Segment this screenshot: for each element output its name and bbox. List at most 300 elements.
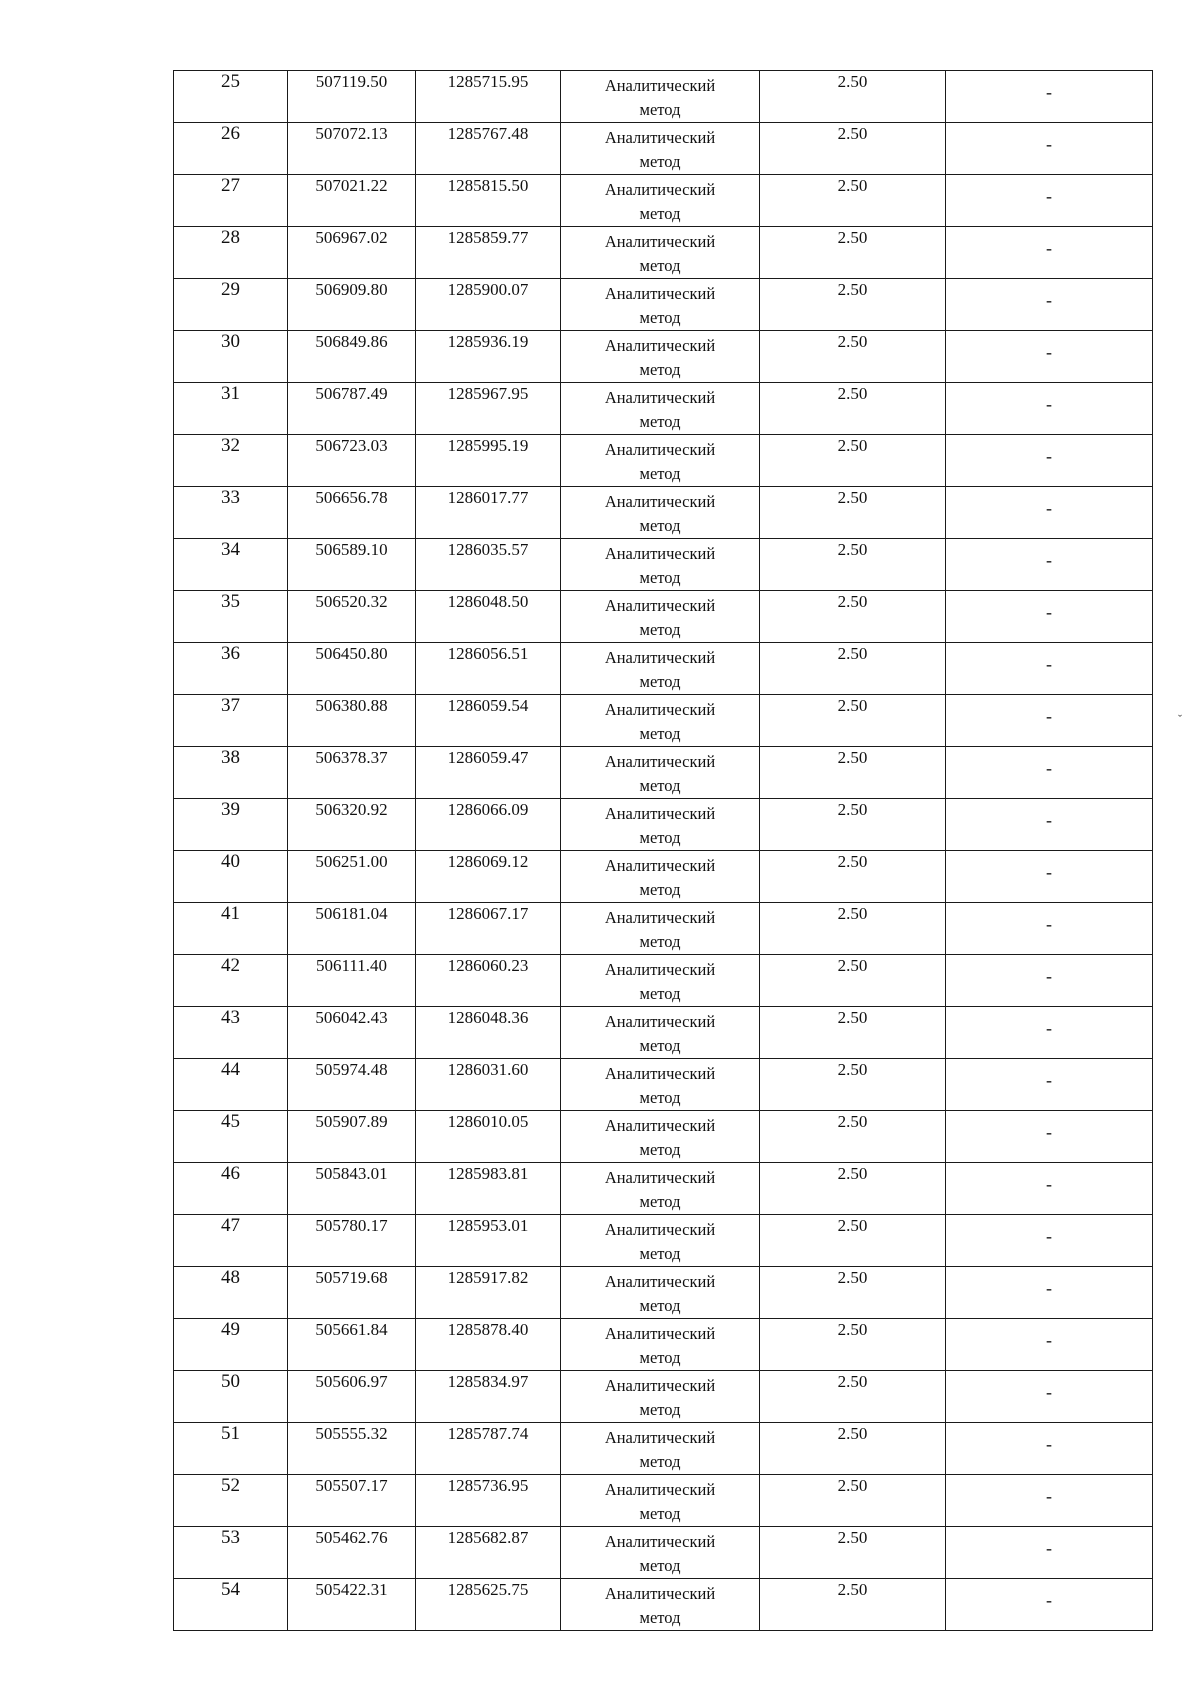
coordinate-y: 1285767.48: [447, 124, 529, 143]
coordinate-x-cell: [288, 227, 416, 279]
method-line-2: метод: [639, 932, 681, 951]
accuracy-value: 2.50: [837, 1268, 868, 1287]
method-line-2: метод: [639, 464, 681, 483]
coordinate-y-cell: [416, 331, 561, 383]
coordinate-x-cell: [288, 591, 416, 643]
accuracy-value-cell: [760, 1423, 946, 1475]
table-row: [174, 1215, 1153, 1267]
method-cell: [561, 1371, 760, 1423]
coordinate-x-cell: [288, 1319, 416, 1371]
accuracy-value-cell: [760, 1215, 946, 1267]
table-row: [174, 799, 1153, 851]
note-dash: -: [1046, 550, 1052, 570]
note-dash-cell: [946, 1579, 1153, 1631]
note-dash: -: [1046, 82, 1052, 102]
method-line-1: Аналитический: [604, 908, 716, 927]
accuracy-value: 2.50: [837, 904, 868, 923]
method-line-1: Аналитический: [604, 1220, 716, 1239]
method-line-1: Аналитический: [604, 492, 716, 511]
method-line-1: Аналитический: [604, 1012, 716, 1031]
point-number-cell: [174, 955, 288, 1007]
coordinate-x: 505606.97: [315, 1372, 388, 1391]
coordinate-x-cell: [288, 279, 416, 331]
coordinate-x-cell: [288, 123, 416, 175]
table-row: [174, 487, 1153, 539]
coordinate-y: 1285736.95: [447, 1476, 529, 1495]
accuracy-value-cell: [760, 1163, 946, 1215]
method-text: [561, 1215, 759, 1266]
table-row: [174, 1579, 1153, 1631]
method-text: [561, 955, 759, 1006]
coordinate-x: 505661.84: [315, 1320, 388, 1339]
accuracy-value: 2.50: [837, 1216, 868, 1235]
point-number: 48: [221, 1267, 240, 1288]
coordinate-x-cell: [288, 695, 416, 747]
note-dash-cell: [946, 695, 1153, 747]
coordinate-y-cell: [416, 643, 561, 695]
coordinate-x-cell: [288, 1163, 416, 1215]
coordinate-y-cell: [416, 227, 561, 279]
coordinate-x-cell: [288, 1059, 416, 1111]
method-cell: [561, 1111, 760, 1163]
note-dash-cell: [946, 487, 1153, 539]
table-row: [174, 1059, 1153, 1111]
coordinate-y-cell: [416, 175, 561, 227]
method-text: [561, 903, 759, 954]
accuracy-value: 2.50: [837, 1320, 868, 1339]
point-number-cell: [174, 1371, 288, 1423]
coordinate-y-cell: [416, 1371, 561, 1423]
method-text: [561, 1267, 759, 1318]
method-line-2: метод: [639, 516, 681, 535]
point-number: 29: [221, 279, 240, 300]
coordinate-y: 1286035.57: [447, 540, 529, 559]
coordinate-y: 1285834.97: [447, 1372, 529, 1391]
point-number-cell: [174, 487, 288, 539]
note-dash: -: [1046, 1226, 1052, 1246]
coordinate-y-cell: [416, 591, 561, 643]
table-row: [174, 175, 1153, 227]
accuracy-value-cell: [760, 851, 946, 903]
accuracy-value-cell: [760, 1527, 946, 1579]
coordinate-y-cell: [416, 539, 561, 591]
point-number: 38: [221, 747, 240, 768]
coordinate-x: 505907.89: [315, 1112, 388, 1131]
table-row: [174, 1527, 1153, 1579]
coordinate-y: 1286066.09: [447, 800, 529, 819]
method-line-2: метод: [639, 1296, 681, 1315]
accuracy-value: 2.50: [837, 956, 868, 975]
note-dash: -: [1046, 914, 1052, 934]
coordinate-y-cell: [416, 1319, 561, 1371]
coordinate-x-cell: [288, 331, 416, 383]
accuracy-value-cell: [760, 279, 946, 331]
accuracy-value-cell: [760, 799, 946, 851]
coordinate-y: 1285995.19: [447, 436, 529, 455]
method-cell: [561, 903, 760, 955]
accuracy-value-cell: [760, 435, 946, 487]
method-line-2: метод: [639, 412, 681, 431]
method-cell: [561, 1579, 760, 1631]
method-line-2: метод: [639, 984, 681, 1003]
coordinate-x-cell: [288, 383, 416, 435]
coordinates-table: [173, 70, 1153, 1631]
method-cell: [561, 487, 760, 539]
coordinate-x: 506251.00: [315, 852, 388, 871]
note-dash: -: [1046, 810, 1052, 830]
accuracy-value-cell: [760, 1111, 946, 1163]
method-line-2: метод: [639, 1608, 681, 1627]
accuracy-value-cell: [760, 1371, 946, 1423]
table-row: [174, 955, 1153, 1007]
method-line-1: Аналитический: [604, 804, 716, 823]
method-line-1: Аналитический: [604, 960, 716, 979]
note-dash: -: [1046, 290, 1052, 310]
coordinate-x-cell: [288, 1267, 416, 1319]
accuracy-value: 2.50: [837, 696, 868, 715]
point-number: 37: [221, 695, 240, 716]
coordinate-y-cell: [416, 435, 561, 487]
note-dash: -: [1046, 1278, 1052, 1298]
note-dash: -: [1046, 654, 1052, 674]
method-cell: [561, 851, 760, 903]
coordinate-y-cell: [416, 1527, 561, 1579]
coordinate-x: 506520.32: [315, 592, 388, 611]
point-number-cell: [174, 1059, 288, 1111]
point-number: 51: [221, 1423, 240, 1444]
note-dash-cell: [946, 643, 1153, 695]
accuracy-value-cell: [760, 487, 946, 539]
method-line-2: метод: [639, 1036, 681, 1055]
point-number: 40: [221, 851, 240, 872]
method-cell: [561, 71, 760, 123]
point-number-cell: [174, 175, 288, 227]
coordinate-y-cell: [416, 1579, 561, 1631]
point-number: 44: [221, 1059, 240, 1080]
coordinate-y-cell: [416, 123, 561, 175]
coordinate-y-cell: [416, 799, 561, 851]
coordinate-y-cell: [416, 851, 561, 903]
method-line-1: Аналитический: [604, 700, 716, 719]
note-dash-cell: [946, 1215, 1153, 1267]
coordinate-x: 506656.78: [315, 488, 388, 507]
method-text: [561, 1163, 759, 1214]
point-number: 36: [221, 643, 240, 664]
note-dash-cell: [946, 71, 1153, 123]
method-cell: [561, 695, 760, 747]
coordinate-x: 505719.68: [315, 1268, 388, 1287]
table-row: [174, 1319, 1153, 1371]
method-line-1: Аналитический: [604, 1584, 716, 1603]
coordinate-x: 505843.01: [315, 1164, 388, 1183]
note-dash-cell: [946, 1267, 1153, 1319]
accuracy-value: 2.50: [837, 176, 868, 195]
accuracy-value: 2.50: [837, 592, 868, 611]
method-line-1: Аналитический: [604, 76, 716, 95]
accuracy-value-cell: [760, 123, 946, 175]
coordinate-y-cell: [416, 279, 561, 331]
accuracy-value-cell: [760, 955, 946, 1007]
coordinate-y: 1286017.77: [447, 488, 529, 507]
accuracy-value-cell: [760, 1579, 946, 1631]
accuracy-value: 2.50: [837, 332, 868, 351]
coordinate-y: 1285967.95: [447, 384, 529, 403]
note-dash: -: [1046, 602, 1052, 622]
point-number: 43: [221, 1007, 240, 1028]
method-line-1: Аналитический: [604, 128, 716, 147]
method-text: [561, 747, 759, 798]
point-number: 34: [221, 539, 240, 560]
point-number-cell: [174, 123, 288, 175]
point-number-cell: [174, 1007, 288, 1059]
method-line-2: метод: [639, 1452, 681, 1471]
table-row: [174, 1111, 1153, 1163]
method-line-1: Аналитический: [604, 1272, 716, 1291]
method-cell: [561, 227, 760, 279]
point-number: 28: [221, 227, 240, 248]
coordinate-x: 505555.32: [315, 1424, 388, 1443]
method-line-1: Аналитический: [604, 1116, 716, 1135]
method-line-2: метод: [639, 204, 681, 223]
method-cell: [561, 175, 760, 227]
method-line-1: Аналитический: [604, 596, 716, 615]
note-dash-cell: [946, 1319, 1153, 1371]
method-cell: [561, 1423, 760, 1475]
coordinate-x-cell: [288, 539, 416, 591]
point-number: 35: [221, 591, 240, 612]
coordinate-y-cell: [416, 955, 561, 1007]
table-row: [174, 1007, 1153, 1059]
table-row: [174, 643, 1153, 695]
coordinate-y-cell: [416, 1423, 561, 1475]
method-text: [561, 487, 759, 538]
note-dash: -: [1046, 706, 1052, 726]
accuracy-value: 2.50: [837, 124, 868, 143]
coordinate-x: 506111.40: [316, 956, 387, 975]
point-number-cell: [174, 695, 288, 747]
coordinate-y: 1285878.40: [447, 1320, 529, 1339]
note-dash: -: [1046, 498, 1052, 518]
accuracy-value: 2.50: [837, 1008, 868, 1027]
method-line-2: метод: [639, 360, 681, 379]
accuracy-value: 2.50: [837, 1164, 868, 1183]
note-dash-cell: [946, 955, 1153, 1007]
note-dash-cell: [946, 175, 1153, 227]
method-line-1: Аналитический: [604, 1324, 716, 1343]
method-line-1: Аналитический: [604, 336, 716, 355]
method-text: [561, 383, 759, 434]
coordinate-y: 1285953.01: [447, 1216, 529, 1235]
coordinate-x-cell: [288, 643, 416, 695]
method-text: [561, 799, 759, 850]
coordinate-y: 1285815.50: [447, 176, 529, 195]
coordinate-y: 1286048.50: [447, 592, 529, 611]
coordinate-x-cell: [288, 747, 416, 799]
method-text: [561, 1319, 759, 1370]
coordinate-y-cell: [416, 747, 561, 799]
point-number-cell: [174, 279, 288, 331]
table-row: [174, 903, 1153, 955]
coordinate-y-cell: [416, 71, 561, 123]
method-line-1: Аналитический: [604, 544, 716, 563]
note-dash-cell: [946, 591, 1153, 643]
accuracy-value: 2.50: [837, 1060, 868, 1079]
coordinate-y: 1285682.87: [447, 1528, 529, 1547]
method-cell: [561, 1163, 760, 1215]
accuracy-value: 2.50: [837, 1372, 868, 1391]
method-line-1: Аналитический: [604, 648, 716, 667]
table-row: [174, 851, 1153, 903]
note-dash-cell: [946, 331, 1153, 383]
accuracy-value: 2.50: [837, 280, 868, 299]
note-dash: -: [1046, 1122, 1052, 1142]
method-cell: [561, 1007, 760, 1059]
coordinate-x-cell: [288, 175, 416, 227]
coordinate-x: 506787.49: [315, 384, 388, 403]
method-text: [561, 175, 759, 226]
accuracy-value-cell: [760, 1267, 946, 1319]
coordinate-y: 1286010.05: [447, 1112, 529, 1131]
note-dash-cell: [946, 1423, 1153, 1475]
accuracy-value-cell: [760, 903, 946, 955]
point-number-cell: [174, 851, 288, 903]
point-number: 47: [221, 1215, 240, 1236]
coordinate-x: 506589.10: [315, 540, 388, 559]
coordinate-x-cell: [288, 1475, 416, 1527]
coordinate-y-cell: [416, 1007, 561, 1059]
method-text: [561, 591, 759, 642]
method-text: [561, 227, 759, 278]
note-dash: -: [1046, 446, 1052, 466]
coordinate-y-cell: [416, 903, 561, 955]
coordinate-y: 1286059.47: [447, 748, 529, 767]
note-dash-cell: [946, 903, 1153, 955]
method-cell: [561, 279, 760, 331]
method-cell: [561, 1267, 760, 1319]
coordinate-x-cell: [288, 1111, 416, 1163]
note-dash: -: [1046, 758, 1052, 778]
point-number: 45: [221, 1111, 240, 1132]
coordinate-x: 507021.22: [315, 176, 388, 195]
method-text: [561, 1007, 759, 1058]
coordinate-x: 506378.37: [315, 748, 388, 767]
method-line-2: метод: [639, 1504, 681, 1523]
method-text: [561, 1059, 759, 1110]
note-dash: -: [1046, 342, 1052, 362]
note-dash-cell: [946, 123, 1153, 175]
point-number-cell: [174, 799, 288, 851]
point-number: 31: [221, 383, 240, 404]
coordinate-x: 505974.48: [315, 1060, 388, 1079]
accuracy-value: 2.50: [837, 800, 868, 819]
method-line-2: метод: [639, 1244, 681, 1263]
point-number-cell: [174, 1267, 288, 1319]
method-line-2: метод: [639, 1556, 681, 1575]
coordinate-x: 506723.03: [315, 436, 388, 455]
table-row: [174, 123, 1153, 175]
accuracy-value-cell: [760, 539, 946, 591]
table-row: [174, 1423, 1153, 1475]
coordinate-x: 507072.13: [315, 124, 388, 143]
table-row: [174, 695, 1153, 747]
method-cell: [561, 1215, 760, 1267]
coordinate-y-cell: [416, 487, 561, 539]
point-number-cell: [174, 71, 288, 123]
coordinate-x: 505780.17: [315, 1216, 388, 1235]
note-dash: -: [1046, 1174, 1052, 1194]
method-line-2: метод: [639, 620, 681, 639]
method-cell: [561, 1319, 760, 1371]
accuracy-value: 2.50: [837, 1580, 868, 1599]
point-number-cell: [174, 331, 288, 383]
method-cell: [561, 383, 760, 435]
coordinate-y: 1286056.51: [447, 644, 529, 663]
accuracy-value-cell: [760, 1059, 946, 1111]
note-dash: -: [1046, 1018, 1052, 1038]
coordinate-x-cell: [288, 1007, 416, 1059]
method-line-1: Аналитический: [604, 388, 716, 407]
method-text: [561, 851, 759, 902]
coordinate-x: 506909.80: [315, 280, 388, 299]
method-line-2: метод: [639, 152, 681, 171]
method-line-2: метод: [639, 1400, 681, 1419]
method-cell: [561, 123, 760, 175]
note-dash: -: [1046, 1538, 1052, 1558]
point-number: 54: [221, 1579, 240, 1600]
coordinate-y-cell: [416, 1267, 561, 1319]
method-text: [561, 71, 759, 122]
note-dash: -: [1046, 134, 1052, 154]
point-number: 42: [221, 955, 240, 976]
coordinate-y-cell: [416, 695, 561, 747]
note-dash-cell: [946, 1111, 1153, 1163]
method-cell: [561, 955, 760, 1007]
method-cell: [561, 1059, 760, 1111]
point-number-cell: [174, 591, 288, 643]
accuracy-value-cell: [760, 747, 946, 799]
method-text: [561, 695, 759, 746]
accuracy-value-cell: [760, 695, 946, 747]
table-row: [174, 1163, 1153, 1215]
method-cell: [561, 643, 760, 695]
point-number-cell: [174, 903, 288, 955]
note-dash-cell: [946, 1007, 1153, 1059]
accuracy-value: 2.50: [837, 488, 868, 507]
coordinate-x-cell: [288, 851, 416, 903]
coordinate-x: 505422.31: [315, 1580, 388, 1599]
point-number-cell: [174, 1319, 288, 1371]
note-dash-cell: [946, 279, 1153, 331]
accuracy-value: 2.50: [837, 228, 868, 247]
coordinate-x: 505462.76: [315, 1528, 388, 1547]
point-number-cell: [174, 1215, 288, 1267]
method-line-1: Аналитический: [604, 752, 716, 771]
accuracy-value: 2.50: [837, 748, 868, 767]
coordinate-y-cell: [416, 1475, 561, 1527]
method-text: [561, 539, 759, 590]
accuracy-value: 2.50: [837, 1528, 868, 1547]
method-line-2: метод: [639, 828, 681, 847]
method-cell: [561, 1527, 760, 1579]
table-row: [174, 1475, 1153, 1527]
method-line-1: Аналитический: [604, 440, 716, 459]
note-dash-cell: [946, 1527, 1153, 1579]
point-number: 39: [221, 799, 240, 820]
method-text: [561, 1423, 759, 1474]
point-number-cell: [174, 1579, 288, 1631]
method-line-2: метод: [639, 724, 681, 743]
coordinate-y: 1285859.77: [447, 228, 529, 247]
